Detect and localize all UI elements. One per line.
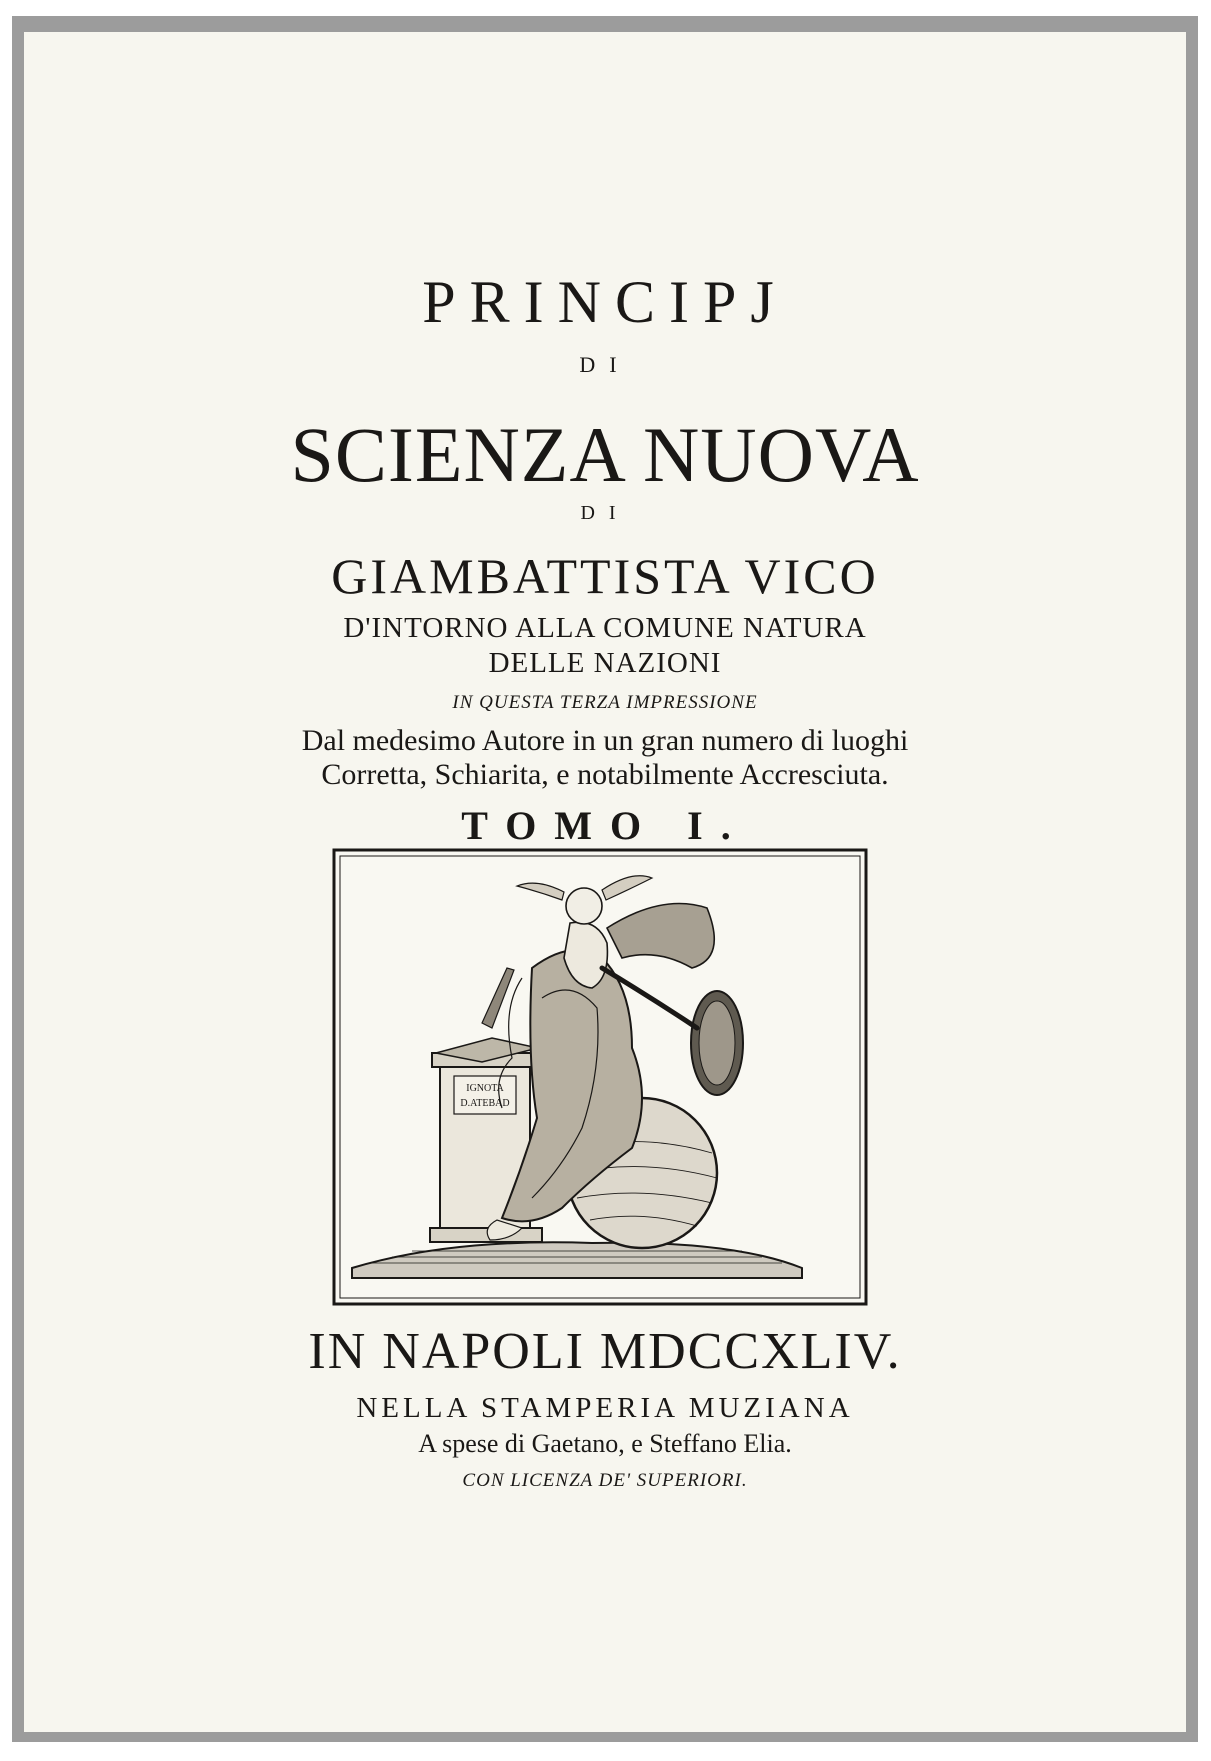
frontispiece-engraving	[332, 848, 868, 1306]
imprint-publishers: A spese di Gaetano, e Steffano Elia.	[418, 1429, 792, 1458]
title-page	[24, 32, 1186, 1732]
edition-note: IN QUESTA TERZA IMPRESSIONE	[452, 692, 758, 713]
imprint-license: CON LICENZA DE' SUPERIORI.	[462, 1470, 748, 1491]
inscription-line-1: IGNOTA	[466, 1083, 504, 1094]
subtitle-line-1: D'INTORNO ALLA COMUNE NATURA	[343, 612, 867, 644]
edition-description-2: Corretta, Schiarita, e notabilmente Accresciuta.	[321, 758, 889, 791]
edition-description-1: Dal medesimo Autore in un gran numero di luoghi	[301, 724, 909, 757]
volume-label: TOMO I.	[461, 803, 749, 848]
book-cover-border	[12, 16, 1198, 1742]
imprint-place-date: IN NAPOLI MDCCXLIV.	[308, 1323, 902, 1380]
title-di-1: DI	[579, 352, 631, 377]
figure-head	[566, 888, 602, 924]
title-principj: PRINCIPJ	[422, 269, 788, 335]
subtitle-line-2: DELLE NAZIONI	[488, 647, 722, 679]
imprint-printer: NELLA STAMPERIA MUZIANA	[356, 1392, 854, 1424]
author-name: GIAMBATTISTA VICO	[331, 548, 879, 604]
title-scienza-nuova: SCIENZA NUOVA	[290, 411, 920, 498]
title-di-2: DI	[580, 502, 630, 524]
pedestal-base	[430, 1228, 542, 1242]
mirror-inner	[699, 1001, 735, 1085]
inscription-line-2: D.ATEBAD	[460, 1098, 510, 1109]
